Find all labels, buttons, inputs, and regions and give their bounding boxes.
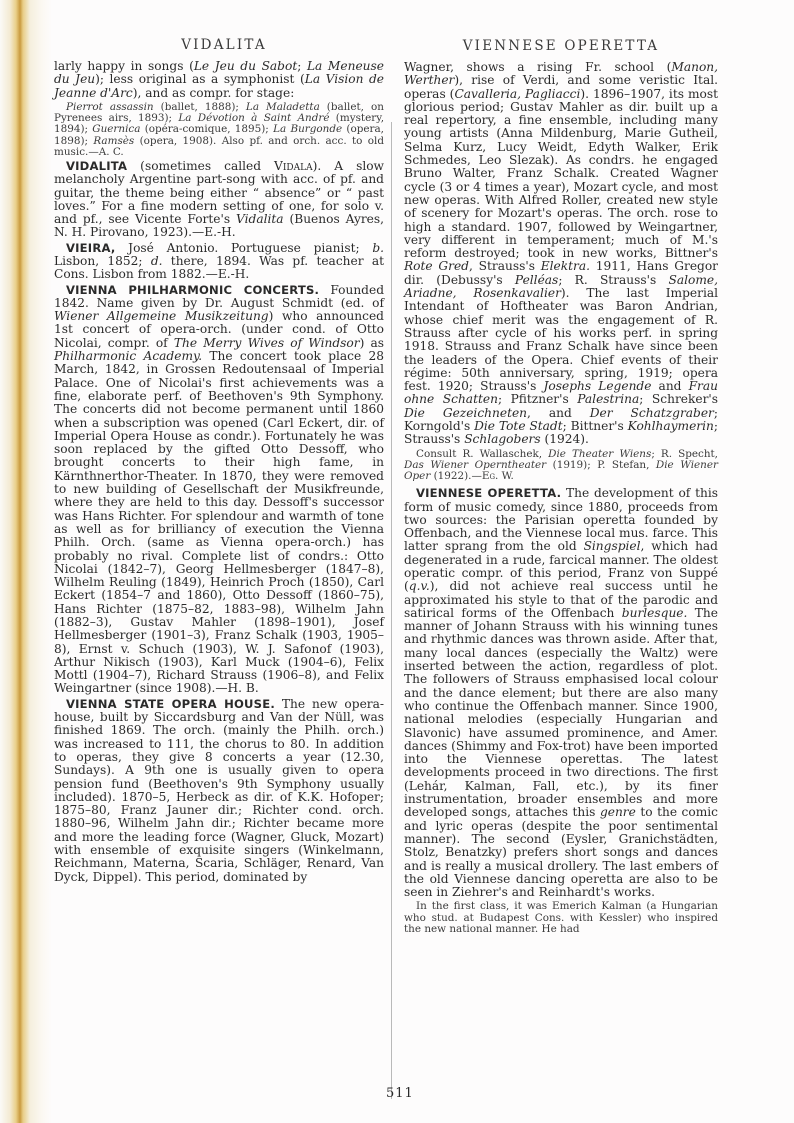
entry-vienna-state-opera: VIENNA STATE OPERA HOUSE. The new opera-house, built by Siccardsburg and Van der Nüll, was finished 1869. The orch. (mainly the Philh. orch.) was increased to 111, the chorus to 80. In addition to operas, they give 8 concerts a year (12.30, Sundays). A 9th one is usually given to opera pension fund (Beethoven's 9th Symphony usually included). 1870–5, Herbeck as dir. of K.K. Hofoper; 1875–80, Franz Jauner dir.; Richter cond. orch. 1880–96, Wilhelm Jahn dir.; Richter became more and more the leading force (Wagner, Gluck, Mozart) with ensemble of exquisite singers (Winkelmann, Reichmann, Materna, Scaria, Schläger, Renard, Van Dyck, Dippel). This period, dominated by <box>54 696 384 884</box>
author-signature: Eg. W. <box>481 470 514 483</box>
headword: VIENNA PHILHARMONIC CONCERTS. <box>66 282 320 297</box>
headword: VIDALITA <box>66 158 128 173</box>
right-column <box>404 0 718 935</box>
entry-vidalita: VIDALITA (sometimes called Vidala). A slow melancholy Argentine part-song with acc. of pf. and guitar, the theme being either “ absence” or “ past loves.” For a fine modern setting of one, for solo v. and pf., see Vicente Forte's Vidalita (Buenos Ayres, N. H. Pirovano, 1923).—E.-H. <box>54 158 384 240</box>
headword: VIEIRA, <box>66 240 116 255</box>
column-divider <box>391 122 392 1099</box>
page-number: 511 <box>386 1086 414 1101</box>
left-running-head: VIDALITA <box>181 37 267 53</box>
book-binding-shadow <box>0 0 52 1123</box>
first-class-note: In the first class, it was Emerich Kalman (a Hungarian who stud. at Budapest Cons. with Kessler) who inspired the new national manner. He had <box>404 900 718 935</box>
right-running-head: VIENNESE OPERETTA <box>462 38 660 54</box>
entry-vienna-philharmonic: VIENNA PHILHARMONIC CONCERTS. Founded 1842. Name given by Dr. August Schmidt (ed. of Wiener Allgemeine Musikzeitung) who announced 1st concert of opera-orch. (under cond. of Otto Nicolai, compr. of The Merry Wives of Windsor) as Philharmonic Academy. The concert took place 28 March, 1842, in Grossen Redoutensaal of Imperial Palace. One of Nicolai's first achievements was a fine, elaborate perf. of Beethoven's 9th Symphony. The concerts did not become permanent until 1860 when a subscription was opened (Carl Eckert, dir. of Imperial Opera House as condr.). Fortunately he was soon replaced by the gifted Otto Dessoff, who brought concerts to their high fame, in Kärnthnerthor-Theater. In 1870, they were removed to new building of Gesellschaft der Musikfreunde, where they are held to this day. Dessoff's successor was Hans Richter. For splendour and warmth of tone as well as for brilliancy of execution the Vienna Philh. Orch. (same as Vienna opera-orch.) has probably no rival. Complete list of condrs.: Otto Nicolai (1842–7), Georg Hellmesberger (1847–8), Wilhelm Reuling (1849), Heinrich Proch (1850), Carl Eckert (1854–7 and 1860), Otto Dessoff (1860–75), Hans Richter (1875–82, 1883–98), Wilhelm Jahn (1882–3), Gustav Mahler (1898–1901), Josef Hellmesberger (1901–3), Franz Schalk (1903, 1905–8), Ernst v. Schuch (1903), W. J. Safonof (1903), Arthur Nikisch (1903), Karl Muck (1904–6), Felix Mottl (1904–7), Richard Strauss (1906–8), and Felix Weingartner (since 1908).—H. B. <box>54 282 385 696</box>
author-signature: H. B. <box>227 681 259 696</box>
entry-vieira: VIEIRA, José Antonio. Portuguese pianist; b. Lisbon, 1852; d. there, 1894. Was pf. teacher at Cons. Lisbon from 1882.—E.-H. <box>54 240 384 282</box>
author-signature: E.-H. <box>217 267 250 282</box>
bibliography-note: Consult R. Wallaschek, Die Theater Wiens; R. Specht, Das Wiener Operntheater (1919); P. Stefan, Die Wiener Oper (1922).—Eg. W. <box>404 447 718 483</box>
works-list: Pierrot assassin (ballet, 1888); La Maladetta (ballet, on Pyrenees airs, 1893); La Dévotion à Saint André (mystery, 1894); Guernica (opéra-comique, 1895); La Burgonde (opera, 1898); Ramsès (opera, 1908). Also pf. and orch. acc. to old music.—A. C. <box>54 100 384 158</box>
continuation-paragraph: larly happy in songs (Le Jeu du Sabot; La Meneuse du Jeu); less original as a symphonist (La Vision de Jeanne d'Arc), and as compr. for stage: <box>54 59 384 100</box>
headword: VIENNA STATE OPERA HOUSE. <box>66 696 275 711</box>
continuation-paragraph: Wagner, shows a rising Fr. school (Manon, Werther), rise of Verdi, and some veristic Ital. operas (Cavalleria, Pagliacci). 1896–1907, its most glorious period; Gustav Mahler as dir. built up a real repertory, a fine ensemble, including many young artists (Anna Mildenburg, Marie Gutheil, Selma Kurz, Lucy Weidt, Edyth Walker, Erik Schmedes, Leo Slezak). As condrs. he engaged Bruno Walter, Franz Schalk. Created Wagner cycle (3 or 4 times a year), Mozart cycle, and most new operas. With Alfred Roller, created new style of scenery for Mozart's operas. The orch. rose to high a standard. 1907, followed by Weingartner, very different in temperament; much of M.'s reform destroyed; took in new works, Bittner's Rote Gred, Strauss's Elektra. 1911, Hans Gregor dir. (Debussy's Pelléas; R. Strauss's Salome, Ariadne, Rosenkavalier). The last Imperial Intendant of Hoftheater was Baron Andrian, whose chief merit was the engagement of R. Strauss after cycle of his works perf. in spring 1918. Strauss and Franz Schalk have since been the leaders of the Opera. Chief events of their régime: 50th anniversary, spring, 1919; opera fest. 1920; Strauss's Josephs Legende and Frau ohne Schatten; Pfitzner's Palestrina; Schreker's Die Gezeichneten, and Der Schatzgraber; Korngold's Die Tote Stadt; Bittner's Kohlhaymerin; Strauss's Schlagobers (1924). <box>404 60 719 447</box>
headword: VIENNESE OPERETTA. <box>416 486 562 501</box>
author-signature: E.-H. <box>204 225 236 240</box>
left-column <box>54 0 384 884</box>
entry-viennese-operetta: VIENNESE OPERETTA. The development of this form of music comedy, since 1880, proceeds from two sources: the Parisian operetta founded by Offenbach, and the Viennese local mus. farce. This latter sprang from the old Singspiel, which had degenerated in a rude, farcical manner. The oldest operatic compr. of this period, Franz von Suppé (q.v.), did not achieve real success until he approximated his style to that of the parodic and satirical forms of the Offenbach burlesque. The manner of Johann Strauss with his winning tunes and rhythmic dances was thrown aside. After that, many local dances (especially the Waltz) were inserted between the action, regardless of plot. The followers of Strauss emphasised local colour and the dance element; but there are also many who continue the Offenbach manner. Since 1900, national melodies (especially Hungarian and Slavonic) have assumed prominence, and Amer. dances (Shimmy and Fox-trot) have been imported into the Viennese operettas. The latest developments proceed in two directions. The first (Lehár, Kalman, Fall, etc.), by its finer instrumentation, broader ensembles and more developed songs, attaches this genre to the comic and lyric operas (despite the poor sentimental manner). The second (Eysler, Granichstädten, Stolz, Benatzky) prefers short songs and dances and is really a musical drollery. The last embers of the old Viennese dancing operetta are also to be seen in Ziehrer's and Reinhardt's works. <box>404 486 718 900</box>
